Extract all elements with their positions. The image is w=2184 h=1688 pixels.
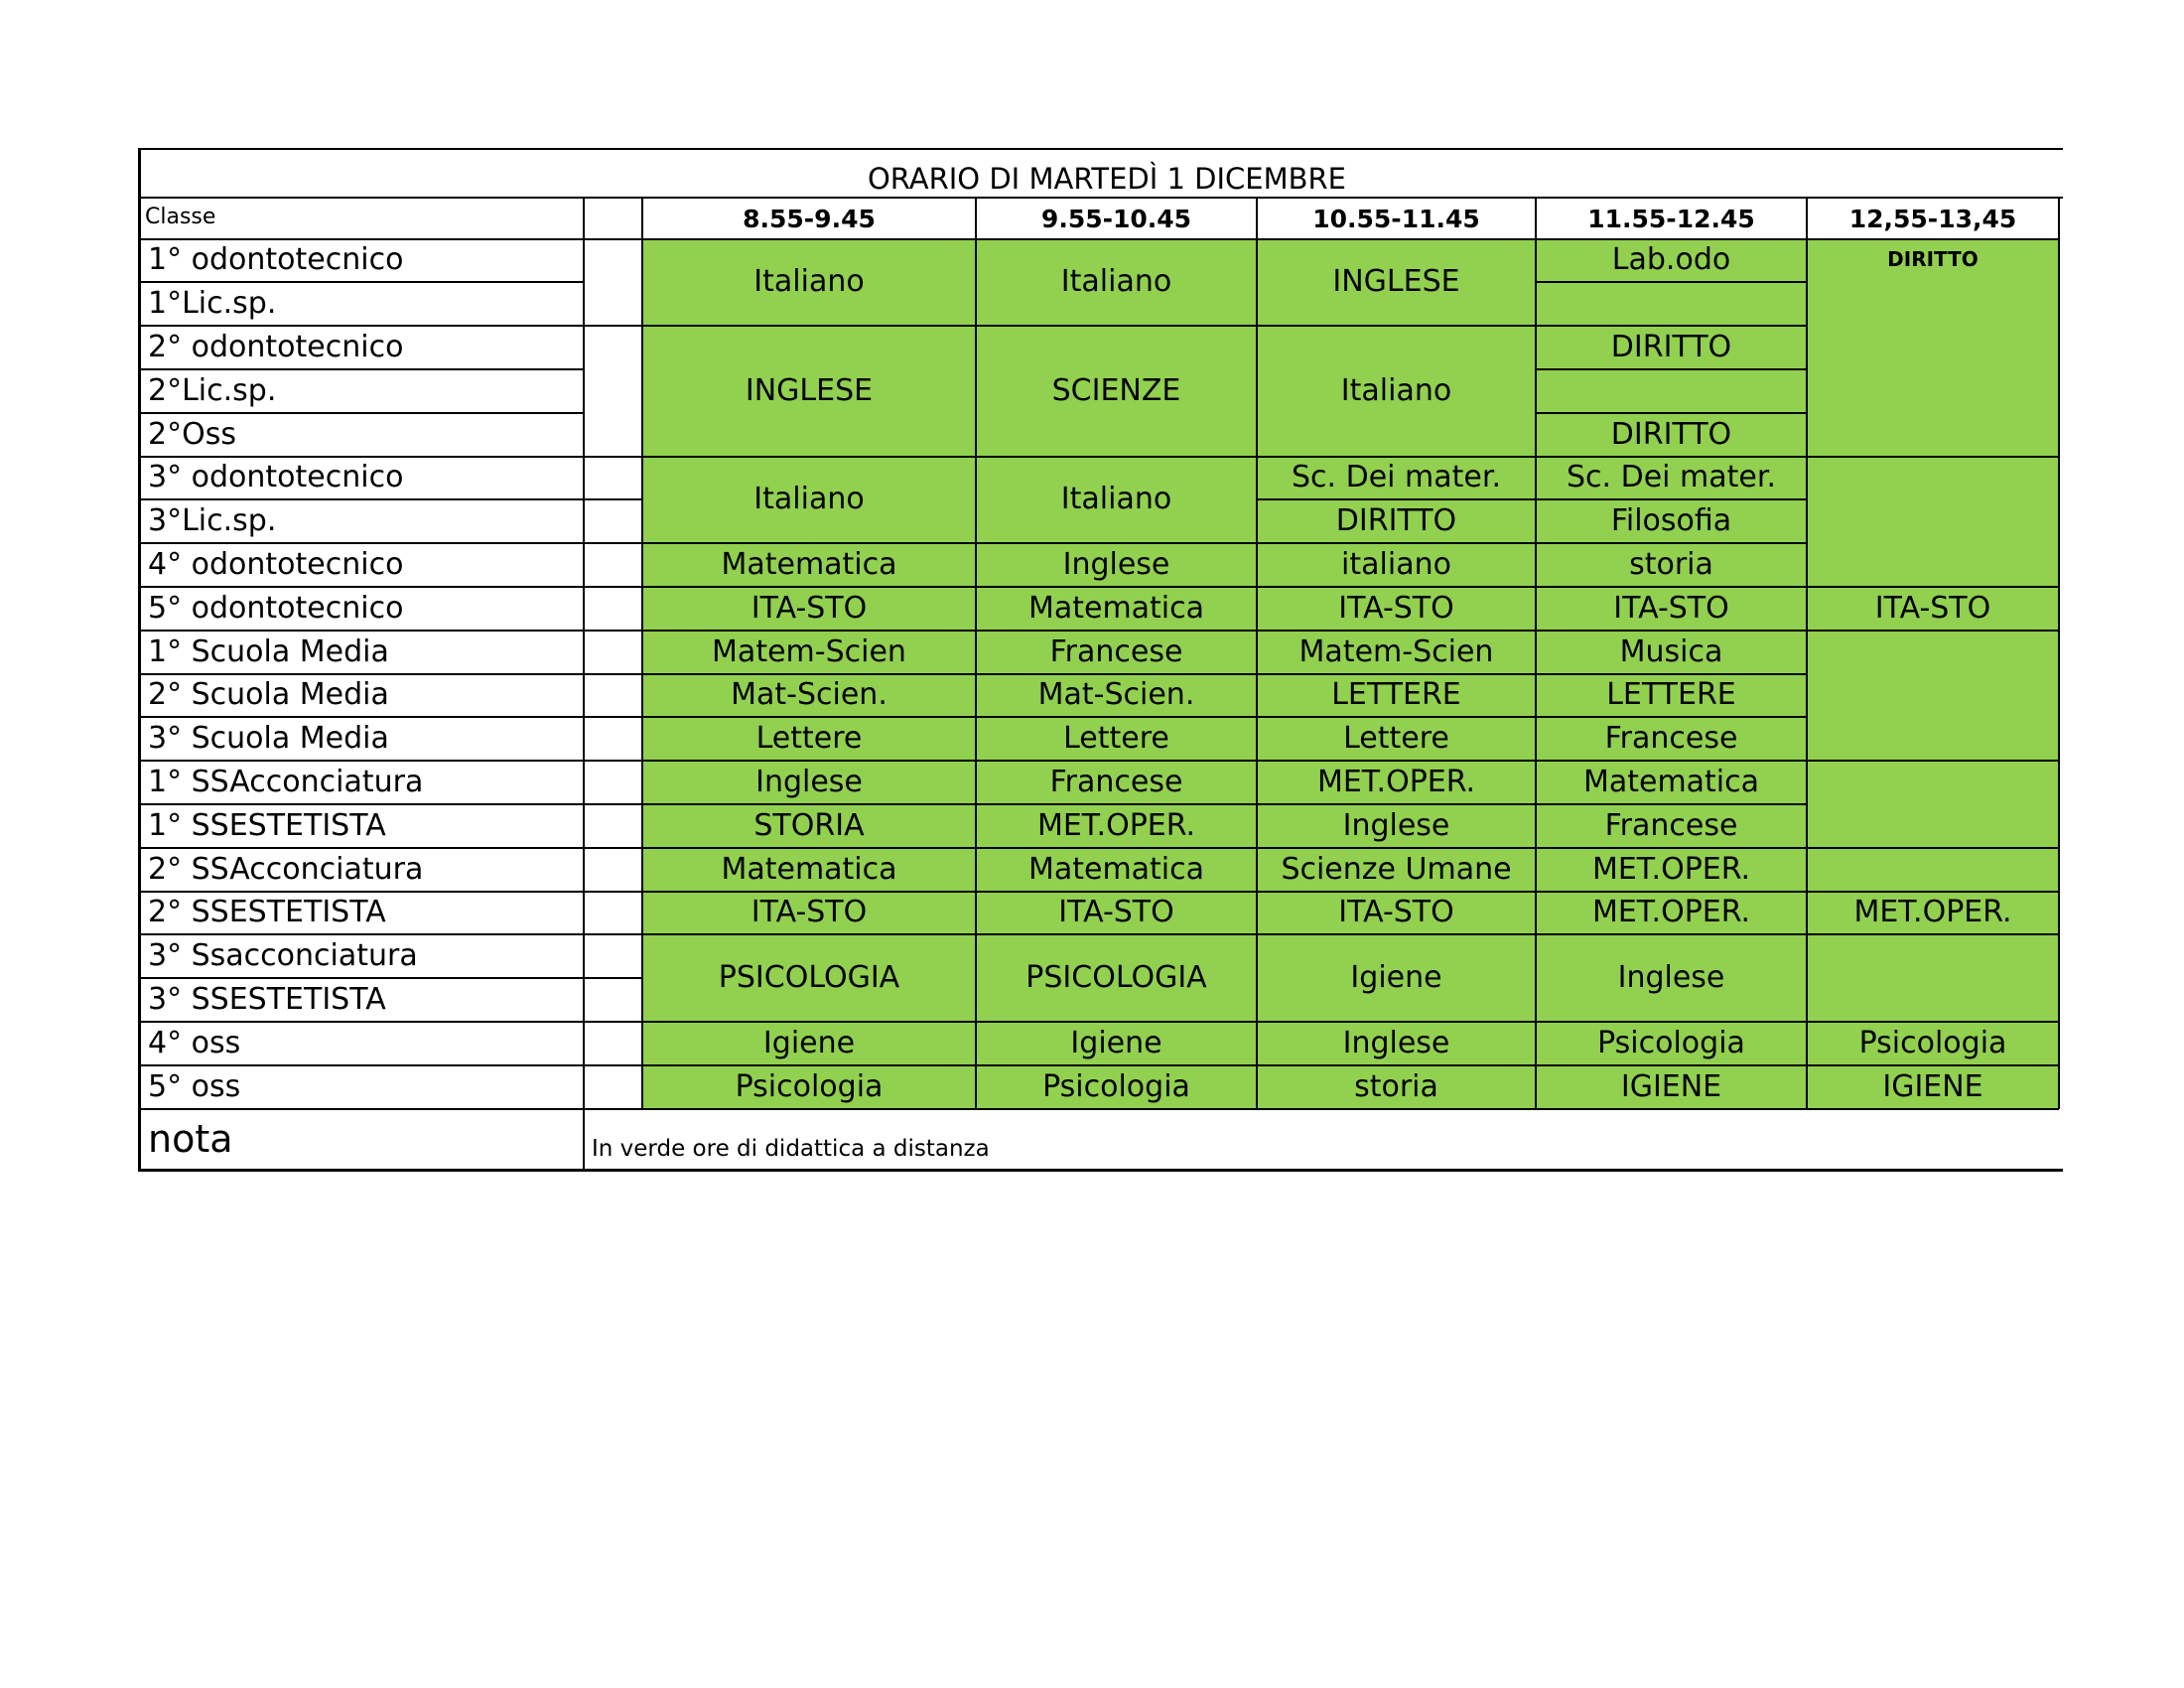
grid-line	[1536, 673, 1807, 675]
grid-line	[975, 198, 977, 1109]
grid-line	[976, 1108, 1257, 1110]
grid-line	[584, 586, 642, 588]
grid-line	[2058, 198, 2060, 238]
grid-line	[642, 1064, 976, 1066]
lesson-cell: Italiano	[976, 239, 1257, 327]
title-bottom-border	[139, 197, 2063, 199]
grid-line	[584, 891, 642, 893]
grid-line	[584, 630, 642, 632]
lesson-cell: Psicologia	[642, 1065, 976, 1109]
grid-line	[1536, 456, 1807, 458]
lesson-cell: Italiano	[976, 457, 1257, 544]
class-label: 2° Scuola Media	[148, 677, 389, 713]
lesson-cell: SCIENZE	[976, 326, 1257, 456]
lesson-cell	[1536, 282, 1807, 326]
period-header: 12,55-13,45	[1848, 204, 2017, 233]
lesson-cell: Psicologia	[976, 1065, 1257, 1109]
table-bottom-border	[139, 1169, 2063, 1172]
grid-line	[139, 412, 584, 414]
lesson-cell: Mat-Scien.	[976, 674, 1257, 718]
note-label: nota	[148, 1117, 233, 1162]
grid-line	[1536, 760, 1807, 762]
lesson-cell	[1807, 631, 2059, 761]
lesson-cell: Inglese	[1257, 1022, 1536, 1065]
lesson-cell: PSICOLOGIA	[976, 934, 1257, 1022]
lesson-cell: Francese	[1536, 717, 1807, 761]
grid-line	[1807, 630, 2059, 632]
lesson-cell: Inglese	[642, 761, 976, 804]
grid-line	[642, 673, 976, 675]
lesson-cell: ITA-STO	[642, 587, 976, 631]
grid-line	[1807, 586, 2059, 588]
note-text: In verde ore di didattica a distanza	[592, 1135, 990, 1162]
grid-line	[976, 891, 1257, 893]
lesson-cell: ITA-STO	[1257, 587, 1536, 631]
grid-line	[1257, 498, 1536, 500]
grid-line	[1257, 325, 1536, 327]
class-label: 1° odontotecnico	[148, 242, 404, 278]
grid-line	[1536, 368, 1807, 370]
grid-line	[642, 238, 976, 240]
lesson-cell	[1807, 761, 2059, 848]
grid-line	[1257, 456, 1536, 458]
grid-line	[976, 803, 1257, 805]
lesson-cell: Musica	[1536, 631, 1807, 674]
grid-line	[976, 630, 1257, 632]
lesson-cell: PSICOLOGIA	[642, 934, 976, 1022]
grid-line	[1807, 1064, 2059, 1066]
class-label: 2° SSESTETISTA	[148, 895, 386, 930]
grid-line	[642, 803, 976, 805]
lesson-cell: STORIA	[642, 804, 976, 848]
lesson-cell: Matematica	[976, 848, 1257, 892]
grid-line	[1807, 847, 2059, 849]
lesson-cell: Mat-Scien.	[642, 674, 976, 718]
grid-line	[1536, 238, 1807, 240]
grid-line	[139, 803, 584, 805]
class-label: 2°Lic.sp.	[148, 372, 277, 408]
class-label: 3° Scuola Media	[148, 721, 389, 757]
class-label: 1° SSESTETISTA	[148, 807, 386, 843]
class-label: 5° oss	[148, 1068, 241, 1104]
lesson-cell: Psicologia	[1807, 1022, 2059, 1065]
lesson-cell: Lab.odo	[1536, 239, 1807, 283]
grid-line	[642, 933, 976, 935]
grid-line	[1257, 1021, 1536, 1023]
class-label: 3°Lic.sp.	[148, 503, 277, 539]
grid-line	[139, 281, 584, 283]
grid-line	[584, 542, 642, 544]
grid-line	[1536, 542, 1807, 544]
grid-line	[976, 325, 1257, 327]
grid-line	[1536, 1108, 1807, 1110]
grid-line	[1536, 847, 1807, 849]
grid-line	[1536, 325, 1807, 327]
lesson-cell: ITA-STO	[642, 892, 976, 935]
grid-line	[1536, 412, 1807, 414]
grid-line	[976, 456, 1257, 458]
lesson-cell: IGIENE	[1536, 1065, 1807, 1109]
lesson-cell: Matematica	[642, 543, 976, 587]
class-label: 1°Lic.sp.	[148, 286, 277, 322]
lesson-cell: Lettere	[976, 717, 1257, 761]
grid-line	[976, 847, 1257, 849]
grid-line	[139, 368, 584, 370]
grid-line	[642, 1108, 976, 1110]
lesson-cell: ITA-STO	[1807, 587, 2059, 631]
grid-line	[584, 498, 642, 500]
grid-line	[642, 542, 976, 544]
class-label: 1° SSAcconciatura	[148, 764, 424, 799]
period-header: 11.55-12.45	[1587, 204, 1755, 233]
lesson-cell: Igiene	[1257, 934, 1536, 1022]
lesson-cell: Matem-Scien	[642, 631, 976, 674]
lesson-cell	[1807, 457, 2059, 587]
lesson-cell	[1807, 934, 2059, 1022]
class-label: 3° odontotecnico	[148, 460, 404, 495]
lesson-cell: Inglese	[1536, 934, 1807, 1022]
grid-line	[976, 933, 1257, 935]
grid-line	[1256, 198, 1258, 1109]
grid-line	[1257, 847, 1536, 849]
grid-line	[584, 1064, 642, 1066]
grid-line	[1536, 586, 1807, 588]
lesson-cell: MET.OPER.	[1536, 892, 1807, 935]
lesson-cell: Scienze Umane	[1257, 848, 1536, 892]
grid-line	[1257, 803, 1536, 805]
lesson-cell: Francese	[976, 631, 1257, 674]
grid-line	[1257, 542, 1536, 544]
class-label: 3° Ssacconciatura	[148, 938, 418, 974]
lesson-cell: ITA-STO	[1257, 892, 1536, 935]
grid-line	[1536, 803, 1807, 805]
grid-line	[1536, 891, 1807, 893]
table-top-border	[139, 148, 2063, 150]
period-header: 8.55-9.45	[743, 204, 876, 233]
grid-line	[976, 716, 1257, 718]
grid-line	[584, 1021, 642, 1023]
lesson-cell: Matem-Scien	[1257, 631, 1536, 674]
grid-line	[1807, 1108, 2059, 1110]
grid-line	[139, 933, 584, 935]
lesson-cell: DIRITTO	[1807, 239, 2059, 457]
lesson-cell: Matematica	[642, 848, 976, 892]
lesson-cell: Italiano	[642, 239, 976, 327]
grid-line	[976, 760, 1257, 762]
lesson-cell: Sc. Dei mater.	[1257, 457, 1536, 500]
grid-line	[642, 847, 976, 849]
grid-line	[584, 456, 642, 458]
grid-line	[976, 542, 1257, 544]
grid-line	[1257, 716, 1536, 718]
class-label: 2° SSAcconciatura	[148, 851, 424, 887]
lesson-cell: Lettere	[642, 717, 976, 761]
grid-line	[1536, 1021, 1807, 1023]
lesson-cell: Matematica	[1536, 761, 1807, 804]
grid-line	[642, 586, 976, 588]
grid-line	[1807, 1021, 2059, 1023]
grid-line	[139, 238, 584, 240]
lesson-cell: Francese	[1536, 804, 1807, 848]
class-label: 4° odontotecnico	[148, 546, 404, 582]
lesson-cell: Inglese	[976, 543, 1257, 587]
grid-line	[139, 586, 584, 588]
grid-line	[976, 1021, 1257, 1023]
grid-line	[1536, 498, 1807, 500]
grid-line	[584, 760, 642, 762]
grid-line	[584, 325, 642, 327]
grid-line	[1257, 630, 1536, 632]
grid-line	[642, 630, 976, 632]
lesson-cell: MET.OPER.	[1536, 848, 1807, 892]
lesson-cell: italiano	[1257, 543, 1536, 587]
lesson-cell: INGLESE	[642, 326, 976, 456]
schedule-title: ORARIO DI MARTEDÌ 1 DICEMBRE	[867, 161, 1347, 196]
grid-line	[139, 456, 584, 458]
grid-line	[139, 847, 584, 849]
lesson-cell: Francese	[976, 761, 1257, 804]
grid-line	[1536, 933, 1807, 935]
grid-line	[584, 238, 642, 240]
grid-line	[1536, 716, 1807, 718]
grid-line	[641, 198, 643, 1109]
grid-line	[584, 673, 642, 675]
grid-line	[1257, 891, 1536, 893]
grid-line	[642, 891, 976, 893]
lesson-cell: Matematica	[976, 587, 1257, 631]
grid-line	[1257, 238, 1536, 240]
lesson-cell: MET.OPER.	[1257, 761, 1536, 804]
grid-line	[584, 977, 642, 979]
grid-line	[139, 630, 584, 632]
grid-line	[139, 760, 584, 762]
grid-line	[1257, 760, 1536, 762]
lesson-cell: Sc. Dei mater.	[1536, 457, 1807, 500]
grid-line	[139, 542, 584, 544]
grid-line	[976, 673, 1257, 675]
grid-line	[139, 498, 584, 500]
lesson-cell: MET.OPER.	[976, 804, 1257, 848]
grid-line	[642, 760, 976, 762]
table-left-border	[138, 148, 141, 1172]
grid-line	[1807, 891, 2059, 893]
lesson-cell: Igiene	[642, 1022, 976, 1065]
header-classe: Classe	[145, 205, 216, 229]
grid-line	[584, 847, 642, 849]
class-label: 1° Scuola Media	[148, 633, 389, 669]
class-label: 2°Oss	[148, 416, 236, 452]
grid-line	[1257, 933, 1536, 935]
grid-line	[139, 1064, 584, 1066]
class-label: 3° SSESTETISTA	[148, 981, 386, 1017]
grid-line	[2058, 238, 2060, 1109]
lesson-cell: MET.OPER.	[1807, 892, 2059, 935]
grid-line	[139, 1021, 584, 1023]
grid-line	[139, 891, 584, 893]
grid-line	[1257, 586, 1536, 588]
lesson-cell: DIRITTO	[1257, 499, 1536, 543]
lesson-cell: IGIENE	[1807, 1065, 2059, 1109]
grid-line	[1535, 198, 1537, 1109]
lesson-cell	[1536, 369, 1807, 413]
grid-line	[1257, 1108, 1536, 1110]
grid-line	[1806, 198, 1808, 1109]
grid-line	[1807, 760, 2059, 762]
lesson-cell: Filosofia	[1536, 499, 1807, 543]
lesson-cell: Igiene	[976, 1022, 1257, 1065]
lesson-cell: DIRITTO	[1536, 326, 1807, 369]
grid-line	[1257, 673, 1536, 675]
lesson-cell: LETTERE	[1536, 674, 1807, 718]
grid-line	[1257, 1064, 1536, 1066]
period-header: 9.55-10.45	[1040, 204, 1192, 233]
lesson-cell: ITA-STO	[976, 892, 1257, 935]
grid-line	[584, 1108, 642, 1110]
lesson-cell: INGLESE	[1257, 239, 1536, 327]
lesson-cell: ITA-STO	[1536, 587, 1807, 631]
grid-line	[642, 716, 976, 718]
grid-line	[584, 803, 642, 805]
lesson-cell: Inglese	[1257, 804, 1536, 848]
class-label: 5° odontotecnico	[148, 590, 404, 626]
grid-line	[1807, 238, 2059, 240]
grid-line	[976, 238, 1257, 240]
lesson-cell: LETTERE	[1257, 674, 1536, 718]
lesson-cell: Psicologia	[1536, 1022, 1807, 1065]
lesson-cell	[1807, 848, 2059, 892]
grid-line	[139, 325, 584, 327]
grid-line	[642, 1021, 976, 1023]
grid-line	[642, 456, 976, 458]
lesson-cell: Italiano	[1257, 326, 1536, 456]
lesson-cell: DIRITTO	[1536, 413, 1807, 457]
period-header: 10.55-11.45	[1312, 204, 1480, 233]
grid-line	[1536, 1064, 1807, 1066]
grid-line	[139, 1108, 584, 1110]
grid-line	[584, 716, 642, 718]
grid-line	[1536, 630, 1807, 632]
grid-line	[139, 716, 584, 718]
lesson-cell: storia	[1536, 543, 1807, 587]
grid-line	[1536, 281, 1807, 283]
lesson-cell: storia	[1257, 1065, 1536, 1109]
grid-line	[583, 198, 585, 1170]
grid-line	[642, 325, 976, 327]
class-label: 2° odontotecnico	[148, 329, 404, 364]
grid-line	[1807, 933, 2059, 935]
grid-line	[976, 1064, 1257, 1066]
grid-line	[1807, 456, 2059, 458]
grid-line	[584, 933, 642, 935]
grid-line	[139, 977, 584, 979]
grid-line	[976, 586, 1257, 588]
lesson-cell: Italiano	[642, 457, 976, 544]
lesson-cell: Lettere	[1257, 717, 1536, 761]
class-label: 4° oss	[148, 1025, 241, 1060]
grid-line	[139, 673, 584, 675]
